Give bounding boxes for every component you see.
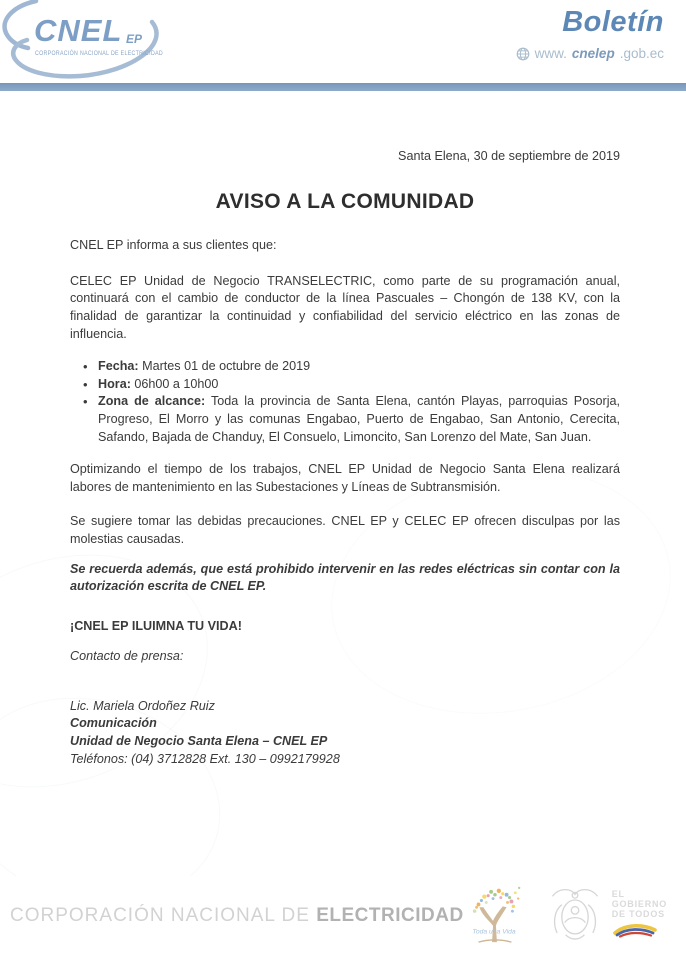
letterhead — [0, 0, 686, 83]
paragraph-precautions: Se sugiere tomar las debidas precauciones. CNEL EP y CELEC EP ofrecen disculpas por las molestias causadas. — [70, 514, 620, 546]
ecuador-coat-of-arms-icon — [544, 884, 606, 948]
bullet-text: Martes 01 de octubre de 2019 — [142, 359, 311, 374]
document-title: AVISO A LA COMUNIDAD — [215, 189, 475, 213]
footer-text-light: CORPORACIÓN NACIONAL DE — [10, 905, 317, 926]
gov-line-1: EL — [611, 889, 625, 899]
bullet-text: Toda la provincia de Santa Elena, cantón Playas, parroquias Posorja, Progreso, El Morro y las comunas Engabao, Puerto de Engabao, San Antonio, Cerecita, Safando, Bajada de Chanduy, El Consuelo, Limoncito, San Lorenzo del Mate, San Juan. — [98, 394, 620, 444]
list-item-hora — [98, 376, 620, 394]
flag-swoosh-icon — [612, 922, 658, 938]
government-logo — [544, 884, 667, 948]
paragraph-works: CELEC EP Unidad de Negocio TRANSELECTRIC, como parte de su programación anual, continuará con el cambio de conductor de la línea Pascuales – Chongón de 138 KV, con la finalidad de garantizar la continuidad y confiabilidad del servicio eléctrico en las zonas de influencia. — [70, 273, 620, 341]
footer-text-bold: ELECTRICIDAD — [316, 905, 464, 926]
bullet-text: 06h00 a 10h00 — [134, 376, 219, 391]
document-body — [0, 91, 686, 768]
footer-corporation-name — [10, 905, 464, 927]
bullet-label: Hora: — [98, 376, 131, 391]
logo-brand-suffix: EP — [126, 32, 143, 46]
government-wordmark — [612, 889, 667, 943]
bulletin-title: Boletín — [562, 6, 664, 38]
contact-unit: Unidad de Negocio Santa Elena – CNEL EP — [70, 734, 328, 749]
contact-name: Lic. Mariela Ordoñez Ruiz — [70, 698, 215, 713]
bullet-label: Fecha: — [98, 359, 139, 374]
tree-leaves — [473, 887, 520, 913]
intro-line: CNEL EP informa a sus clientes que: — [70, 238, 277, 253]
toda-una-vida-tree-icon — [464, 885, 524, 947]
gov-line-3: DE TODOS — [611, 909, 665, 919]
logo-brand-text: CNEL — [34, 13, 123, 48]
press-contact-label: Contacto de prensa: — [70, 649, 184, 664]
globe-icon — [516, 47, 530, 61]
contact-phones: Teléfonos: (04) 3712828 Ext. 130 – 0992179928 — [70, 751, 340, 766]
slogan-line: ¡CNEL EP ILUIMNA TU VIDA! — [70, 618, 242, 633]
contact-block — [70, 698, 620, 768]
website-prefix: www. — [534, 46, 567, 61]
bullet-label: Zona de alcance: — [98, 394, 206, 409]
tree-caption: Toda una Vida — [472, 928, 516, 936]
paragraph-maintenance: Optimizando el tiempo de los trabajos, CNEL EP Unidad de Negocio Santa Elena realizará labores de mantenimiento en las Subestaciones y Líneas de Subtransmisión. — [70, 462, 620, 494]
footer-logos — [464, 884, 667, 948]
header-divider-bar — [0, 83, 686, 91]
footer — [0, 876, 686, 960]
details-list — [70, 358, 620, 446]
website-suffix: .gob.ec — [619, 46, 664, 61]
website-line — [516, 46, 664, 61]
list-item-zona — [98, 393, 620, 446]
dateline: Santa Elena, 30 de septiembre de 2019 — [398, 149, 620, 163]
contact-department: Comunicación — [70, 716, 157, 731]
cnel-ep-logo — [0, 0, 200, 82]
list-item-fecha — [98, 358, 620, 376]
legal-notice: Se recuerda además, que está prohibido intervenir en las redes eléctricas sin contar con la autorización escrita de CNEL EP. — [70, 561, 620, 594]
website-domain: cnelep — [571, 46, 615, 61]
gov-line-2: GOBIERNO — [611, 899, 668, 909]
logo-caption: CORPORACIÓN NACIONAL DE ELECTRICIDAD — [35, 50, 190, 57]
